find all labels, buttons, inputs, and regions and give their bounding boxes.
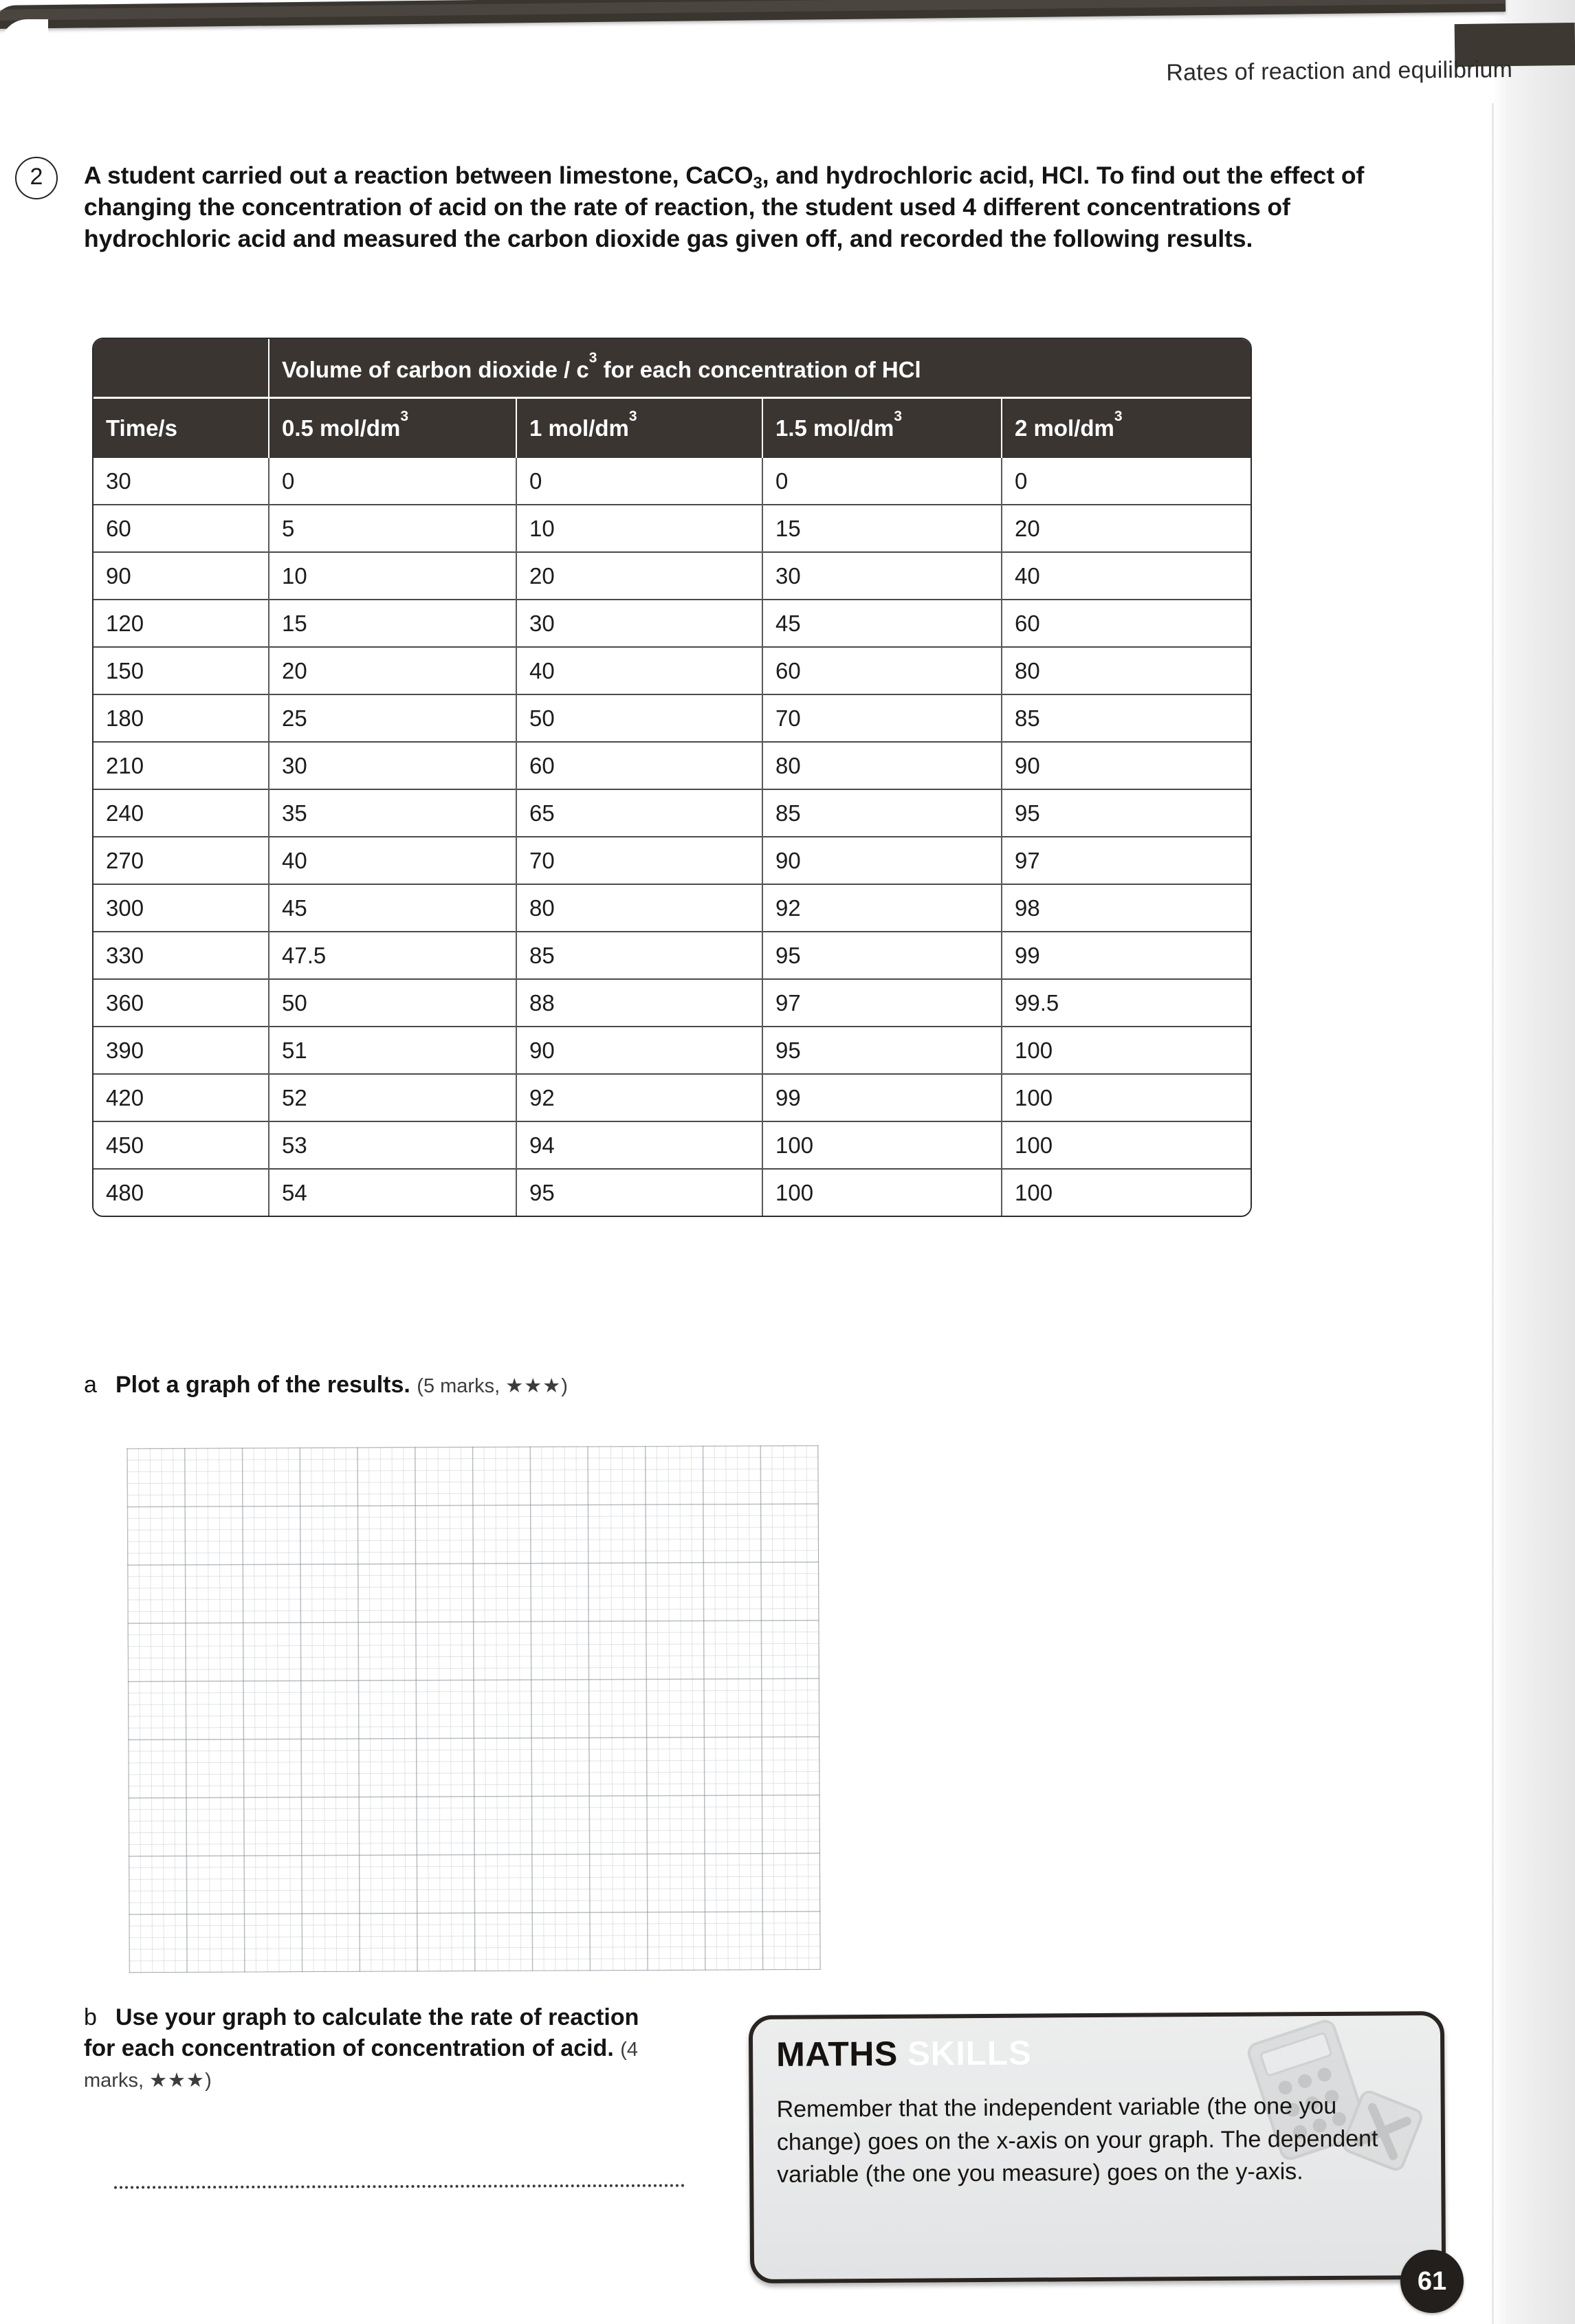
maths-skills-box [749,2011,1446,2283]
cell-time: 30 [93,458,269,505]
cell-v2: 30 [516,600,762,647]
results-table [93,339,1251,1216]
cell-v3: 99 [762,1074,1002,1121]
header-blank-cell [93,339,269,398]
cell-time: 90 [93,552,269,600]
cell-v4: 85 [1002,694,1251,742]
cell-v1: 54 [269,1169,516,1216]
cell-v2: 40 [516,647,762,694]
cell-v4: 40 [1002,552,1251,600]
column-header-conc-1-sup: 3 [400,408,409,424]
column-header-time-label: Time/s [106,415,177,441]
graph-paper-answer-area[interactable] [126,1445,820,1973]
table-row [93,1074,1251,1121]
results-table-body [93,458,1251,1216]
cell-v2: 65 [516,789,762,837]
cell-time: 360 [93,979,269,1027]
maths-skills-body: Remember that the independent variable (the one you change) goes on the x-axis on your graph. The dependent variable (the one you measure) goes on the y-axis. [776,2092,1378,2189]
cell-time: 240 [93,789,269,837]
cell-v2: 94 [516,1121,762,1169]
question-number-badge: 2 [15,157,58,199]
column-header-conc-2-label: 1 mol/dm [529,415,629,441]
cell-v1: 30 [269,742,516,789]
stem-part-1: A student carried out a reaction between limestone, CaCO [84,162,753,189]
table-row [93,884,1251,932]
cell-time: 120 [93,600,269,647]
stem-part-3: To find out the effect of changing the concentration of acid on the rate of reaction, the student used 4 different concentrations of hydrochloric acid and measured the carbon dioxide gas given off, and recorded the following results. [84,162,1365,253]
cell-v1: 52 [269,1074,516,1121]
header-spanning-title [269,339,1251,398]
cell-v4: 99.5 [1002,979,1251,1027]
cell-v3: 15 [762,505,1002,552]
part-b-letter: b [84,2004,97,2030]
part-b-marks-value: (4 marks, [84,2039,639,2092]
cell-v3: 80 [762,742,1002,789]
cell-v3: 95 [762,932,1002,979]
maths-skills-title-word2: SKILLS [907,2033,1032,2073]
column-header-conc-3 [762,398,1002,459]
cell-time: 330 [93,932,269,979]
cell-v2: 80 [516,884,762,932]
cell-v3: 60 [762,647,1002,694]
cell-v2: 60 [516,742,762,789]
part-a-difficulty-stars: ★★★ [505,1375,562,1397]
cell-v4: 95 [1002,789,1251,837]
cell-v2: 50 [516,694,762,742]
spanning-title-sup: 3 [588,350,597,366]
cell-v3: 92 [762,884,1002,932]
cell-v4: 100 [1002,1121,1251,1169]
table-row [93,1169,1251,1216]
column-header-conc-4-sup: 3 [1114,408,1123,424]
column-header-conc-1-label: 0.5 mol/dm [282,415,401,441]
cell-v3: 70 [762,694,1002,742]
column-header-conc-2-sup: 3 [628,408,637,424]
running-head: Rates of reaction and equilibrium [1166,56,1513,86]
book-top-edge-highlight [0,0,1506,21]
page-gutter-shadow [1493,0,1575,2324]
cell-time: 60 [93,505,269,552]
cell-v4: 100 [1002,1074,1251,1121]
cell-v4: 98 [1002,884,1251,932]
maths-skills-title [776,2033,1032,2074]
part-a-marks [417,1375,568,1397]
part-a-marks-close: ) [561,1375,568,1397]
column-header-conc-2 [516,398,762,459]
results-table-container [92,338,1252,1217]
cell-v2: 20 [516,552,762,600]
cell-v3: 85 [762,789,1002,837]
answer-line-dotted[interactable] [114,2184,685,2189]
cell-v3: 30 [762,552,1002,600]
cell-v2: 70 [516,837,762,884]
cell-v4: 100 [1002,1027,1251,1074]
cell-v1: 40 [269,837,516,884]
cell-v1: 51 [269,1027,516,1074]
table-row [93,742,1251,789]
formula-subscript: 3 [753,174,762,193]
spanning-title-post: for each concentration of HCl [597,357,921,382]
cell-v3: 100 [762,1169,1002,1216]
maths-skills-title-word1: MATHS [775,2034,898,2074]
cell-v1: 47.5 [269,932,516,979]
column-header-conc-4-label: 2 mol/dm [1015,415,1114,441]
cell-time: 150 [93,647,269,694]
cell-v1: 10 [269,552,516,600]
cell-v3: 45 [762,600,1002,647]
cell-v1: 15 [269,600,516,647]
table-row [93,458,1251,505]
cell-time: 420 [93,1074,269,1121]
page-number: 61 [1400,2250,1464,2313]
cell-v2: 88 [516,979,762,1027]
cell-v3: 97 [762,979,1002,1027]
table-row [93,837,1251,884]
part-a-marks-value: (5 marks, [417,1375,506,1397]
cell-v3: 90 [762,837,1002,884]
part-a [84,1372,1046,1399]
cell-v3: 0 [762,458,1002,505]
cell-v1: 50 [269,979,516,1027]
table-row [93,1027,1251,1074]
results-table-head [93,339,1251,458]
cell-v4: 97 [1002,837,1251,884]
cell-v2: 90 [516,1027,762,1074]
cell-v2: 95 [516,1169,762,1216]
cell-v3: 95 [762,1027,1002,1074]
part-a-text: Plot a graph of the results. [115,1372,410,1398]
cell-v2: 92 [516,1074,762,1121]
cell-v1: 25 [269,694,516,742]
cell-v1: 5 [269,505,516,552]
book-top-edge [0,0,1506,29]
column-header-conc-3-sup: 3 [894,408,903,424]
column-header-conc-4 [1002,398,1251,459]
cell-v2: 85 [516,932,762,979]
table-row [93,979,1251,1027]
question-stem [84,160,1431,254]
cell-v1: 53 [269,1121,516,1169]
cell-time: 270 [93,837,269,884]
table-header-row-span [93,339,1251,398]
cell-time: 180 [93,694,269,742]
part-b-marks-close: ) [205,2070,212,2092]
cell-time: 390 [93,1027,269,1074]
cell-time: 300 [93,884,269,932]
cell-v4: 60 [1002,600,1251,647]
column-header-conc-3-label: 1.5 mol/dm [775,415,894,441]
cell-v4: 90 [1002,742,1251,789]
table-row [93,600,1251,647]
cell-v1: 20 [269,647,516,694]
cell-time: 450 [93,1121,269,1169]
cell-v1: 35 [269,789,516,837]
stem-part-2: , and hydrochloric acid, HCl. [762,162,1090,189]
column-header-time [93,398,269,459]
cell-v4: 80 [1002,647,1251,694]
cell-time: 480 [93,1169,269,1216]
part-b [84,2002,675,2096]
table-header-row-columns [93,398,1251,459]
table-row [93,1121,1251,1169]
cell-v2: 0 [516,458,762,505]
spanning-title-pre: Volume of carbon dioxide / c [282,357,589,382]
table-row [93,552,1251,600]
cell-v1: 0 [269,458,516,505]
cell-v4: 20 [1002,505,1251,552]
part-b-difficulty-stars: ★★★ [149,2070,206,2092]
cell-v4: 99 [1002,932,1251,979]
cell-v4: 100 [1002,1169,1251,1216]
page-edge-line [1492,103,1494,2324]
part-b-text: Use your graph to calculate the rate of reaction for each concentration of concentration of acid. [84,2004,639,2062]
cell-v1: 45 [269,884,516,932]
cell-time: 210 [93,742,269,789]
table-row [93,789,1251,837]
column-header-conc-1 [269,398,516,459]
table-row [93,647,1251,694]
part-a-letter: a [84,1372,97,1398]
table-row [93,694,1251,742]
table-row [93,505,1251,552]
cell-v4: 0 [1002,458,1251,505]
table-row [93,932,1251,979]
cell-v3: 100 [762,1121,1002,1169]
cell-v2: 10 [516,505,762,552]
